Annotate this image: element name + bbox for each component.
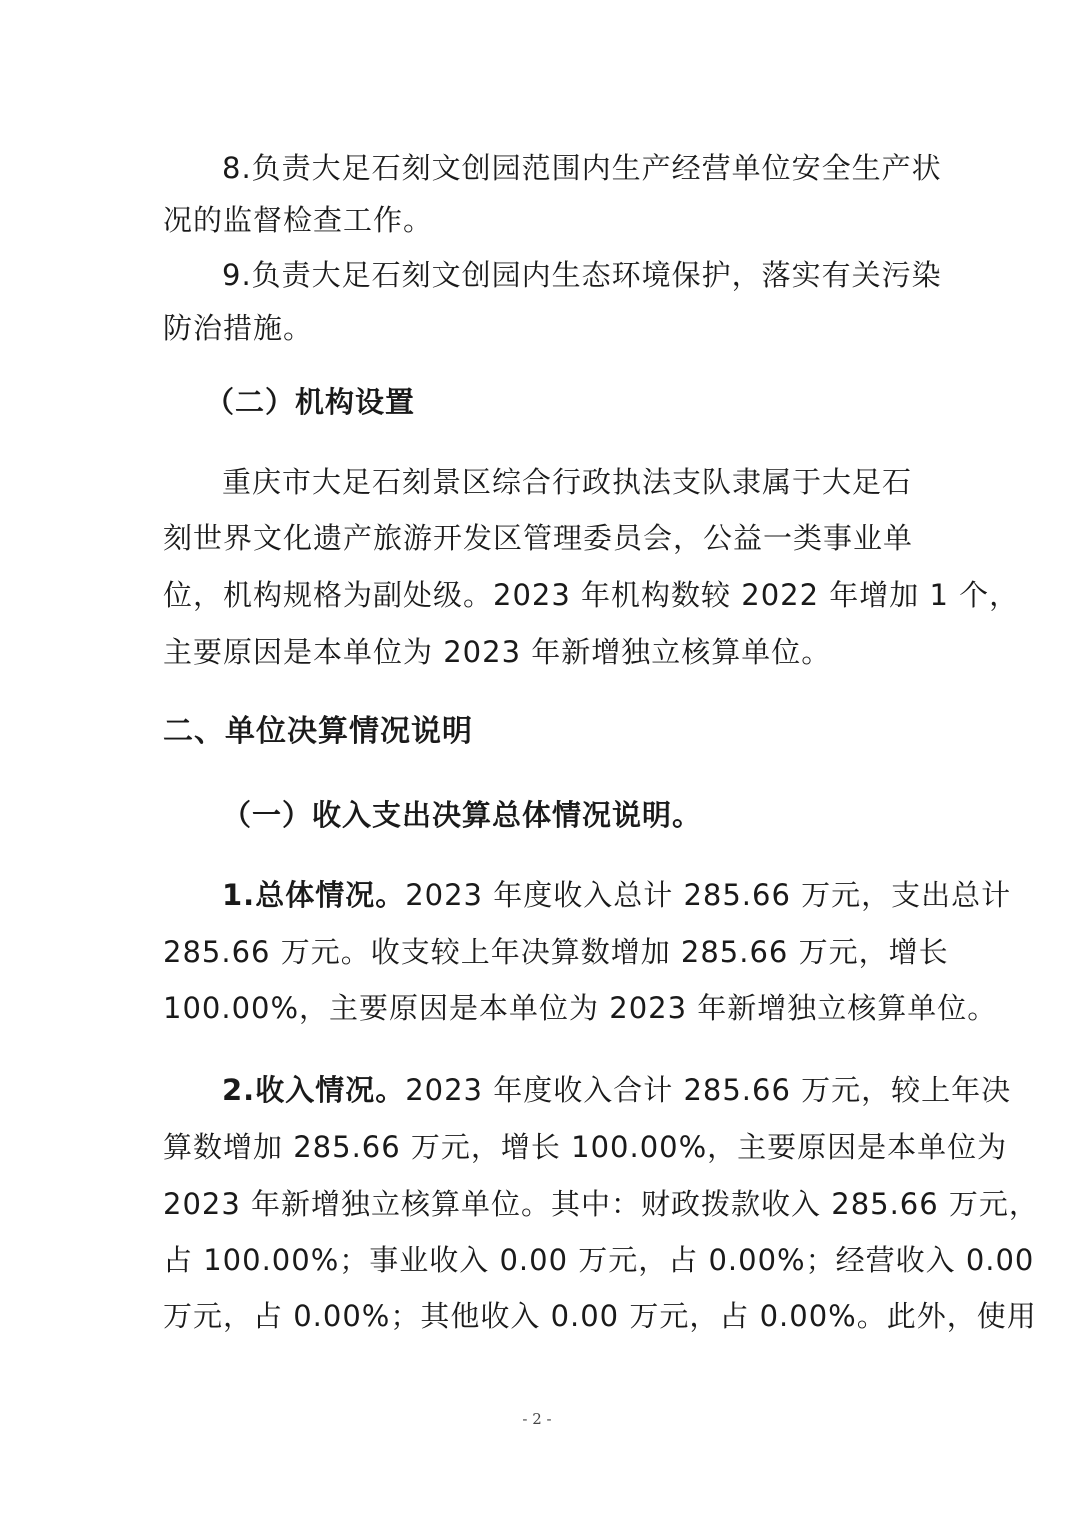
- paragraph-line: 刻世界文化遗产旅游开发区管理委员会，公益一类事业单: [163, 521, 914, 555]
- section-heading: 二、单位决算情况说明: [163, 714, 473, 749]
- paragraph-line: 重庆市大足石刻景区综合行政执法支队隶属于大足石: [222, 465, 913, 499]
- paragraph-lead: 1.总体情况。: [222, 878, 406, 912]
- subsection-heading: （一）收入支出决算总体情况说明。: [222, 798, 703, 832]
- paragraph-lead: 2.收入情况。: [222, 1073, 406, 1107]
- paragraph-line: 8.负责大足石刻文创园范围内生产经营单位安全生产状: [222, 151, 942, 185]
- paragraph-line: 主要原因是本单位为 2023 年新增独立核算单位。: [163, 635, 832, 669]
- paragraph-line: 防治措施。: [163, 311, 314, 345]
- paragraph-line: 2023 年新增独立核算单位。其中：财政拨款收入 285.66 万元，: [163, 1187, 1039, 1221]
- paragraph-line: 9.负责大足石刻文创园内生态环境保护，落实有关污染: [222, 258, 942, 292]
- paragraph-line: 算数增加 285.66 万元，增长 100.00%，主要原因是本单位为: [163, 1130, 1008, 1164]
- subsection-heading: （二）机构设置: [205, 385, 416, 419]
- paragraph-line: 2.收入情况。2023 年度收入合计 285.66 万元，较上年决: [222, 1073, 1012, 1107]
- paragraph-line: 1.总体情况。2023 年度收入总计 285.66 万元，支出总计: [222, 878, 1012, 912]
- paragraph-line: 285.66 万元。收支较上年决算数增加 285.66 万元，增长: [163, 935, 949, 969]
- paragraph-line: 占 100.00%；事业收入 0.00 万元，占 0.00%；经营收入 0.00: [163, 1243, 1035, 1277]
- page-number: - 2 -: [522, 1410, 552, 1428]
- paragraph-line: 况的监督检查工作。: [163, 203, 434, 237]
- paragraph-line: 100.00%，主要原因是本单位为 2023 年新增独立核算单位。: [163, 991, 998, 1025]
- paragraph-line: 万元，占 0.00%；其他收入 0.00 万元，占 0.00%。此外，使用: [163, 1299, 1037, 1333]
- paragraph-line: 位，机构规格为副处级。2023 年机构数较 2022 年增加 1 个，: [163, 578, 1020, 612]
